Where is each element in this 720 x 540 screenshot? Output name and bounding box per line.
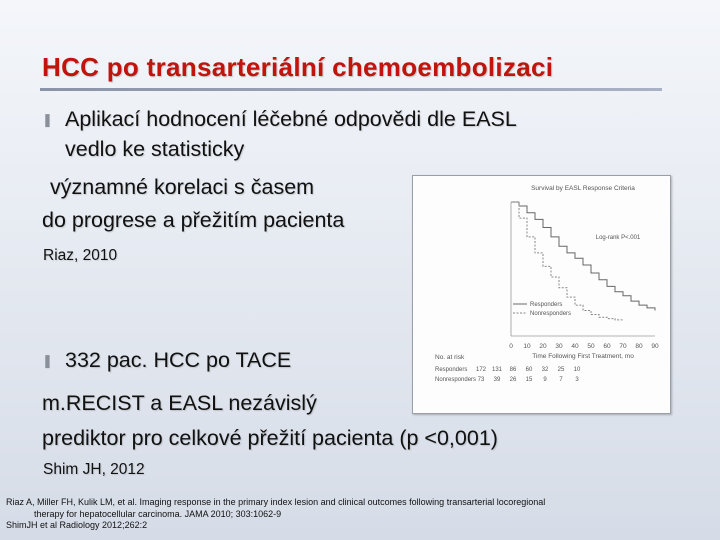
- series-line-responders: [511, 202, 655, 311]
- block1-line4: do progrese a přežitím pacienta: [42, 208, 345, 232]
- risk-cell: 131: [491, 367, 503, 373]
- risk-row-label: Responders: [435, 367, 468, 373]
- at-risk-label: No. at risk: [435, 354, 465, 361]
- x-tick-label: 50: [587, 343, 595, 350]
- reference-shim: ShimJH et al Radiology 2012;262:2: [6, 520, 148, 530]
- bullet-icon: ❚: [42, 112, 53, 127]
- risk-cell: 25: [557, 367, 565, 373]
- risk-cell: 172: [475, 367, 487, 373]
- series-line-nonresponders: [511, 202, 623, 320]
- block2-line2: m.RECIST a EASL nezávislý: [42, 391, 317, 415]
- x-tick-label: 20: [539, 343, 547, 350]
- block2-line3: prediktor pro celkové přežití pacienta (p <0,001): [42, 426, 498, 450]
- block2-line1: 332 pac. HCC po TACE: [65, 348, 292, 372]
- legend-label-responders: Responders: [530, 302, 563, 308]
- xtick-layer: [509, 343, 659, 350]
- block1-line2: vedlo ke statisticky: [65, 137, 245, 161]
- citation-shim: Shim JH, 2012: [43, 461, 145, 478]
- risk-cell: 9: [543, 377, 547, 383]
- x-tick-label: 80: [635, 343, 643, 350]
- reference-riaz-line1: Riaz A, Miller FH, Kulik LM, et al. Imaging response in the primary index lesion and clinical outcomes following transarterial locoregional: [6, 497, 546, 507]
- risk-cell: 26: [509, 377, 517, 383]
- risk-table: [435, 367, 581, 383]
- risk-cell: 10: [573, 367, 581, 373]
- risk-cell: 7: [559, 377, 563, 383]
- x-axis-label: Time Following First Treatment, mo: [532, 353, 634, 360]
- title-divider: [40, 88, 662, 91]
- legend-label-nonresponders: Nonresponders: [530, 311, 572, 317]
- block1-line1: Aplikací hodnocení léčebné odpovědi dle EASL: [65, 107, 517, 131]
- survival-figure: [412, 175, 671, 414]
- risk-cell: 73: [477, 377, 485, 383]
- slide-title: HCC po transarteriální chemoembolizaci: [42, 52, 554, 82]
- risk-cell: 15: [525, 377, 533, 383]
- x-tick-label: 60: [603, 343, 611, 350]
- risk-cell: 60: [525, 367, 533, 373]
- risk-row-label: Nonresponders: [435, 377, 477, 383]
- bullet-icon: ❚: [42, 353, 53, 368]
- x-tick-label: 40: [571, 343, 579, 350]
- x-tick-label: 90: [651, 343, 659, 350]
- risk-cell: 39: [493, 377, 501, 383]
- x-tick-label: 0: [509, 343, 513, 350]
- figure-title: Survival by EASL Response Criteria: [531, 185, 635, 192]
- reference-riaz-line2: therapy for hepatocellular carcinoma. JAMA 2010; 303:1062-9: [34, 508, 282, 519]
- x-tick-label: 70: [619, 343, 627, 350]
- risk-cell: 32: [541, 367, 549, 373]
- x-tick-label: 10: [523, 343, 531, 350]
- x-tick-label: 30: [555, 343, 563, 350]
- km-chart: [413, 176, 670, 413]
- risk-cell: 3: [575, 377, 579, 383]
- references: [6, 497, 616, 532]
- citation-riaz: Riaz, 2010: [43, 247, 118, 264]
- block1-line3: významné korelaci s časem: [50, 175, 315, 199]
- figure-pvalue: Log-rank P<.001: [595, 235, 641, 241]
- risk-cell: 86: [509, 367, 517, 373]
